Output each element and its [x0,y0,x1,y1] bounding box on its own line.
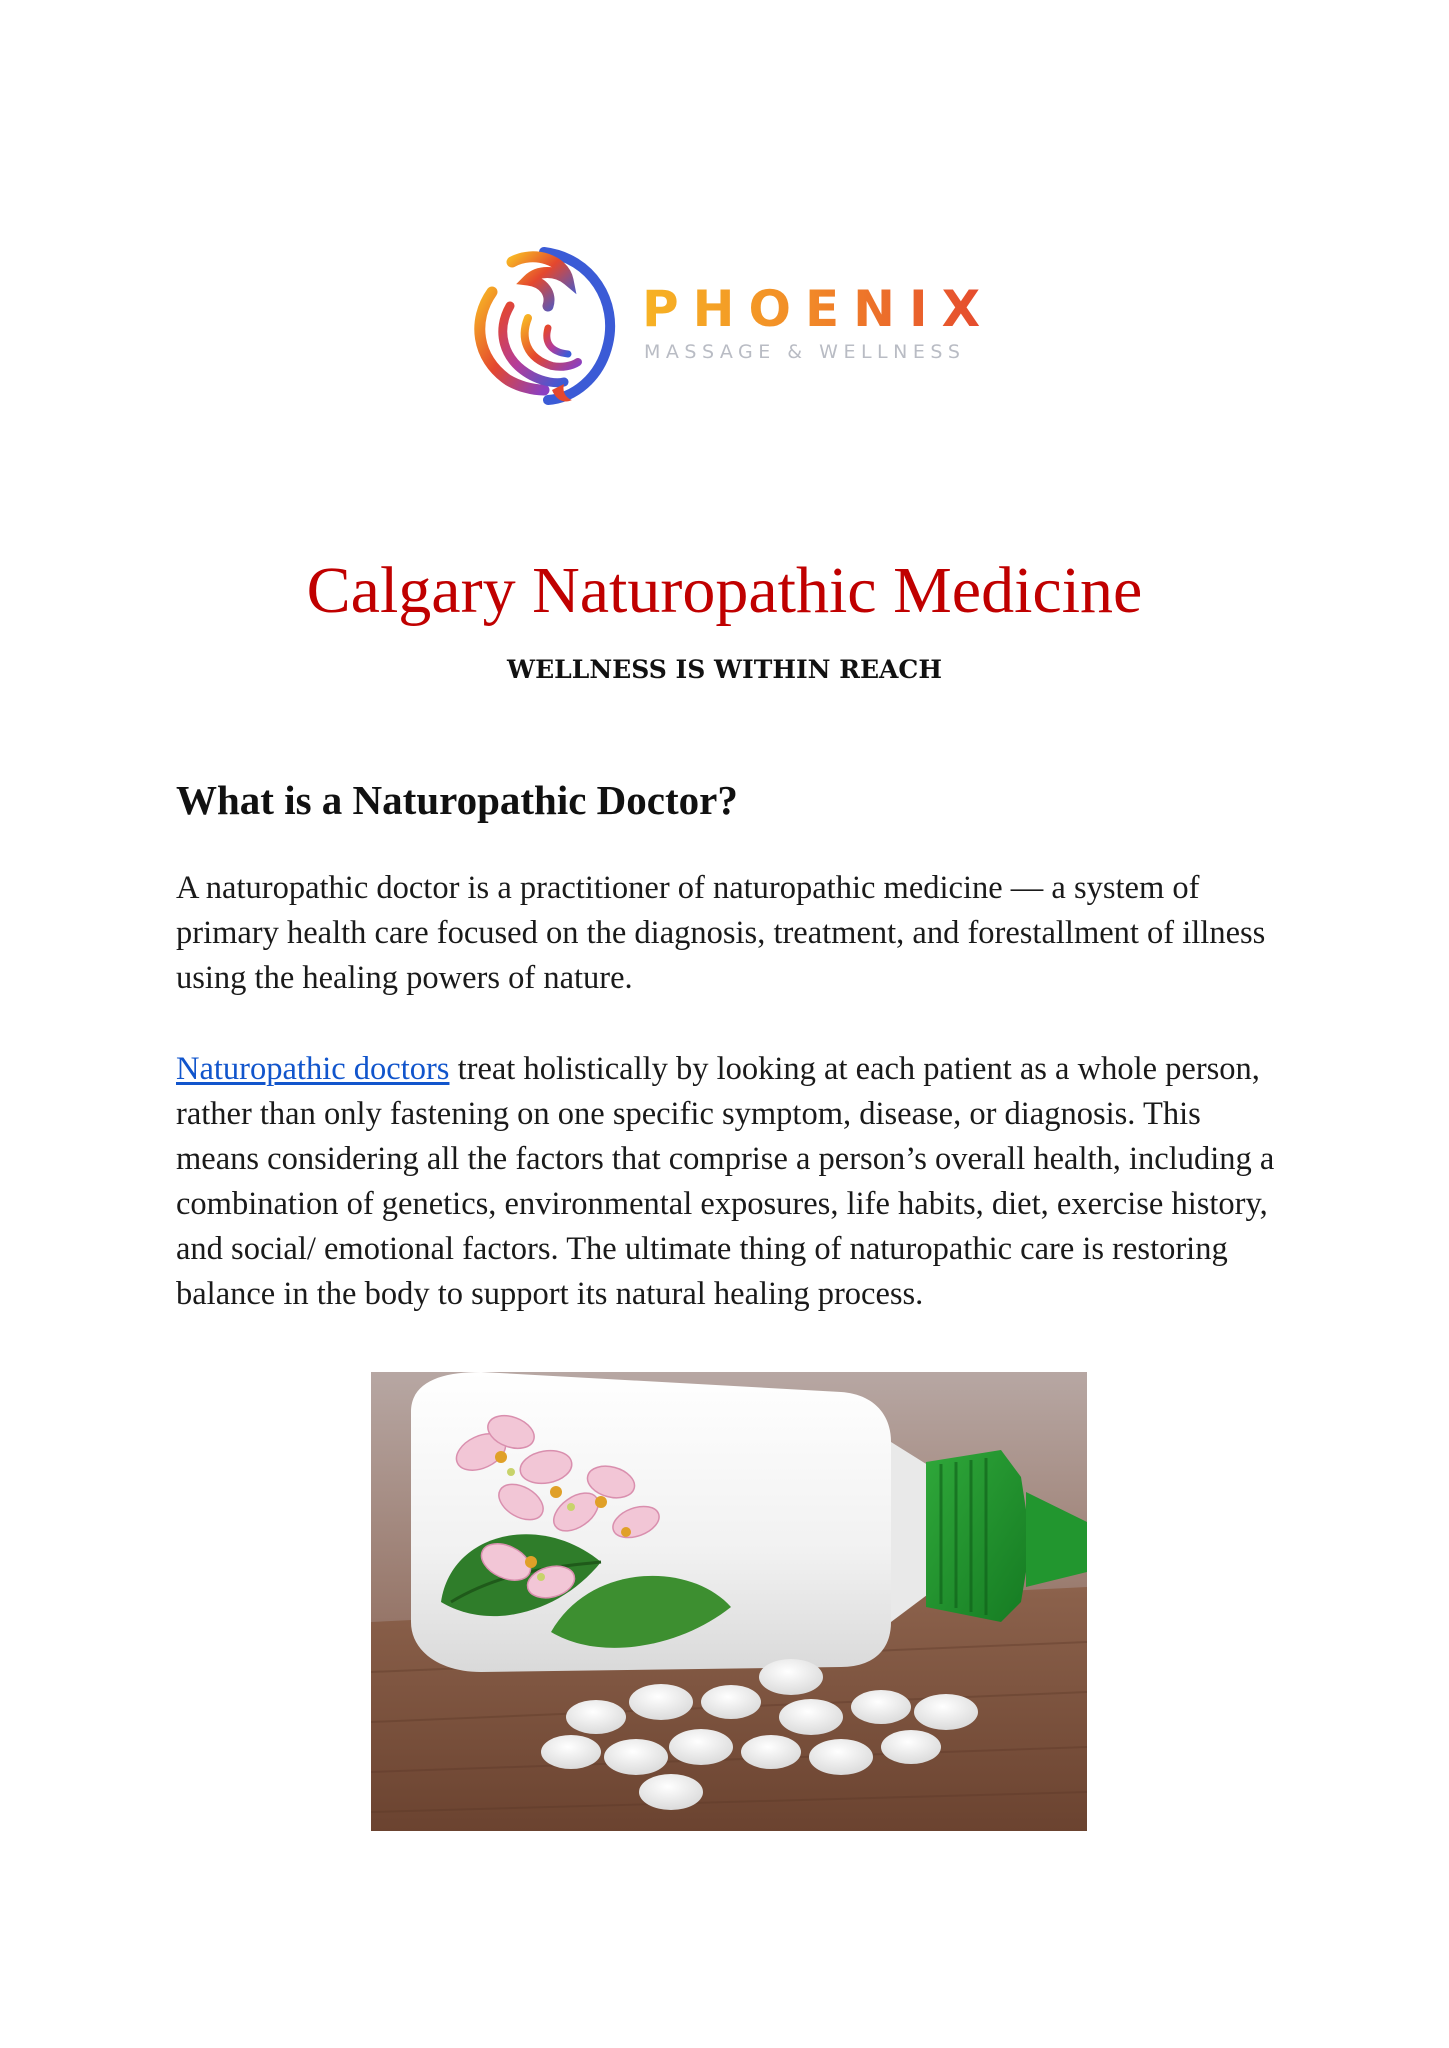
remedies-photo [371,1372,1087,1831]
paragraph-holistic-text: treat holistically by looking at each patient as a whole person, rather than only fastening on one specific symptom, disease, or diagnosis. This means considering all the factors that comprise a person’s overall health, including a combination of genetics, environmental exposures, life habits, diet, exercise history, and social/ emotional factors. The ultimate thing of naturopathic care is restoring balance in the body to support its natural healing process. [176,1051,1275,1312]
naturopathic-doctors-link[interactable]: Naturopathic doctors [176,1051,450,1087]
remedies-illustration [371,1372,1087,1831]
paragraph-holistic [176,1047,1286,1317]
document-subtitle: WELLNESS IS WITHIN REACH [507,655,942,684]
document-title: Calgary Naturopathic Medicine [306,554,1143,627]
paragraph-intro: A naturopathic doctor is a practitioner of naturopathic medicine — a system of primary health care focused on the diagnosis, treatment, and forestallment of illness using the healing powers of nature. [176,870,1266,996]
section-heading: What is a Naturopathic Doctor? [176,777,738,823]
phoenix-bird-icon [452,240,622,410]
logo-wordmark: PHOENIX [642,280,995,338]
phoenix-logo [452,240,1012,410]
logo-tagline: MASSAGE & WELLNESS [644,341,966,363]
